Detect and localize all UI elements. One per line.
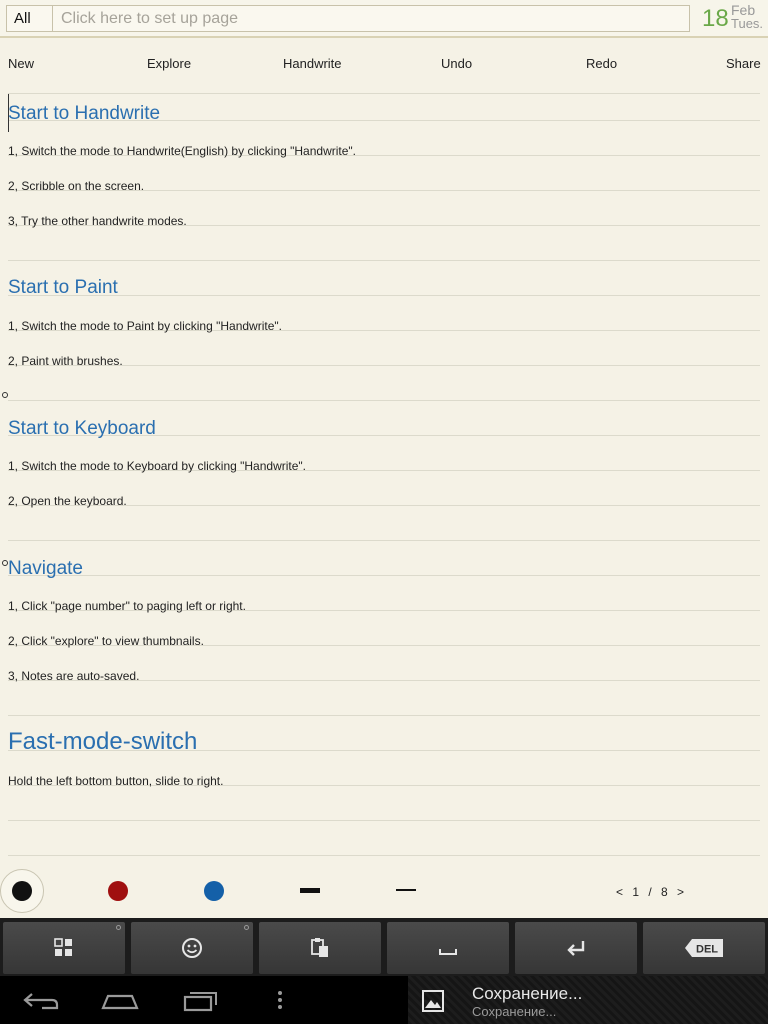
section-heading: Navigate — [8, 558, 83, 579]
section-heading: Fast-mode-switch — [8, 728, 198, 755]
back-icon[interactable] — [22, 986, 60, 1014]
section-heading: Start to Handwrite — [8, 103, 161, 124]
corner-indicator — [244, 925, 249, 930]
note-line: 1, Switch the mode to Keyboard by clicking "Handwrite". — [8, 459, 306, 473]
note-line: 2, Paint with brushes. — [8, 354, 123, 368]
page-title-input[interactable] — [53, 6, 689, 31]
rule-line — [8, 260, 760, 261]
thick-stroke-option[interactable] — [300, 888, 320, 893]
page-number[interactable]: < 1 / 8 > — [616, 885, 688, 899]
handwrite-button[interactable]: Handwrite — [283, 56, 342, 71]
note-line: 3, Notes are auto-saved. — [8, 669, 140, 683]
smiley-icon — [181, 937, 203, 959]
input-toolbar — [0, 918, 768, 976]
space-button[interactable] — [387, 922, 509, 974]
menu-bar — [0, 56, 768, 78]
blue-color-swatch[interactable] — [204, 881, 224, 901]
rule-line — [8, 715, 760, 716]
rule-line — [8, 820, 760, 821]
rule-line — [8, 93, 760, 94]
pen-palette — [0, 866, 768, 916]
thin-stroke-option[interactable] — [396, 889, 416, 891]
note-line: 1, Click "page number" to paging left or right. — [8, 599, 246, 613]
undo-button[interactable]: Undo — [441, 56, 473, 71]
category-selector[interactable]: All — [7, 6, 53, 31]
note-line: 3, Try the other handwrite modes. — [8, 214, 187, 228]
space-icon — [437, 937, 459, 959]
note-line: 1, Switch the mode to Paint by clicking "Handwrite". — [8, 319, 282, 333]
enter-icon — [565, 937, 587, 959]
rule-line — [8, 575, 760, 576]
date-weekday: Tues. — [731, 16, 764, 31]
share-button[interactable]: Share — [726, 56, 761, 71]
notification-subtitle: Сохранение... — [472, 1004, 557, 1019]
rule-line — [8, 540, 760, 541]
rule-line — [8, 855, 760, 856]
explore-button[interactable]: Explore — [147, 56, 192, 71]
black-color-swatch[interactable] — [12, 881, 32, 901]
recent-apps-icon[interactable] — [182, 986, 220, 1014]
corner-indicator — [116, 925, 121, 930]
note-line: 1, Switch the mode to Handwrite(English) by clicking "Handwrite". — [8, 144, 356, 158]
paste-button[interactable] — [259, 922, 381, 974]
rule-line — [8, 295, 760, 296]
mode-switch-icon — [53, 937, 75, 959]
system-nav-bar — [0, 976, 768, 1024]
note-line: Hold the left bottom button, slide to right. — [8, 774, 224, 788]
new-button[interactable]: New — [8, 56, 35, 71]
note-line: 2, Scribble on the screen. — [8, 179, 145, 193]
date-day: 18 — [702, 5, 729, 32]
red-color-swatch[interactable] — [108, 881, 128, 901]
home-icon[interactable] — [100, 986, 140, 1014]
delete-key-label: DEL — [696, 943, 718, 956]
image-icon — [422, 990, 444, 1012]
delete-icon — [684, 938, 724, 958]
section-heading: Start to Paint — [8, 277, 118, 298]
page-title-box — [6, 5, 690, 32]
enter-button[interactable] — [515, 922, 637, 974]
paste-icon — [309, 937, 331, 959]
delete-button[interactable] — [643, 922, 765, 974]
mode-switch-button[interactable] — [3, 922, 125, 974]
menu-overflow-icon[interactable] — [272, 986, 288, 1014]
date-month: Feb — [731, 2, 756, 18]
note-line: 2, Open the keyboard. — [8, 494, 127, 508]
top-bar — [0, 0, 768, 38]
rule-line — [8, 400, 760, 401]
emoji-button[interactable] — [131, 922, 253, 974]
notification-area[interactable] — [408, 976, 768, 1024]
ink-dot — [2, 392, 8, 398]
note-line: 2, Click "explore" to view thumbnails. — [8, 634, 204, 648]
section-heading: Start to Keyboard — [8, 418, 156, 439]
notification-title: Сохранение... — [472, 984, 583, 1003]
redo-button[interactable]: Redo — [586, 56, 618, 71]
